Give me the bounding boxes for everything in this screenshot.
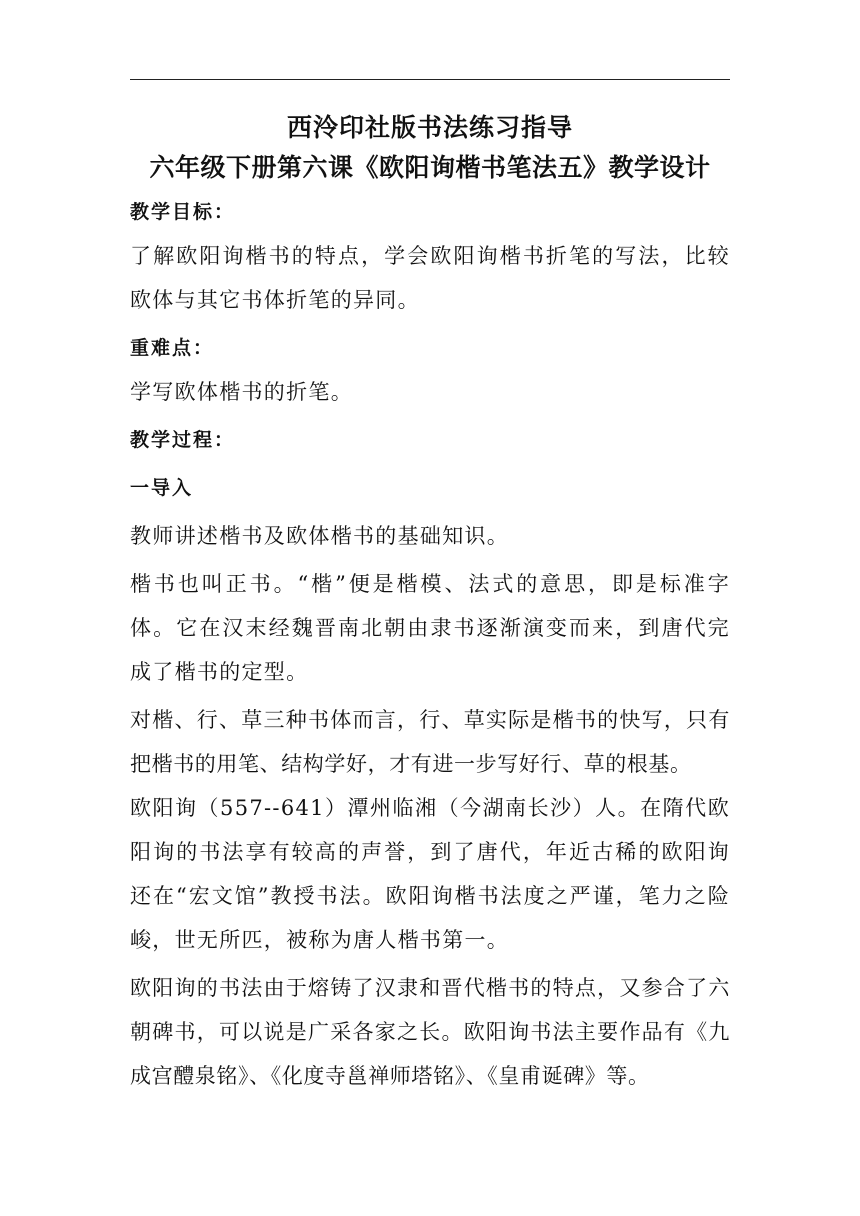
ouyang-style-paragraph: 欧阳询的书法由于熔铸了汉隶和晋代楷书的特点，又参合了六朝碑书，可以说是广采各家之长。欧阳询书法主要作品有《九成宫醴泉铭》、《化度寺邕禅师塔铭》、《皇甫诞碑》等。 — [130, 976, 730, 1088]
relation-paragraph: 对楷、行、草三种书体而言，行、草实际是楷书的快写，只有把楷书的用笔、结构学好，才有进一步写好行、草的根基。 — [130, 708, 730, 776]
keypoints-text: 学写欧体楷书的折笔。 — [130, 380, 353, 404]
kaishu-paragraph: 楷书也叫正书。“楷”便是楷模、法式的意思，即是标准字体。它在汉末经魏晋南北朝由隶书逐渐演变而来，到唐代完成了楷书的定型。 — [130, 572, 730, 684]
keypoints-heading: 重难点： — [130, 337, 215, 359]
process-heading: 教学过程： — [130, 429, 236, 451]
document-subtitle: 六年级下册第六课《欧阳询楷书笔法五》教学设计 — [149, 153, 711, 182]
document-body — [130, 108, 730, 1098]
objectives-heading: 教学目标： — [130, 201, 236, 223]
objectives-text: 了解欧阳询楷书的特点，学会欧阳询楷书折笔的写法，比较欧体与其它书体折笔的异同。 — [130, 244, 730, 312]
step1-heading: 一导入 — [130, 477, 194, 499]
ouyang-bio-paragraph: 欧阳询（557--641）潭州临湘（今湖南长沙）人。在隋代欧阳询的书法享有较高的声誉，到了唐代，年近古稀的欧阳询还在“宏文馆”教授书法。欧阳询楷书法度之严谨，笔力之险峻，世无所匹，被称为唐人楷书第一。 — [130, 796, 730, 952]
header-rule — [130, 79, 730, 80]
document-title: 西泠印社版书法练习指导 — [286, 113, 573, 142]
step1-intro: 教师讲述楷书及欧体楷书的基础知识。 — [130, 524, 510, 548]
